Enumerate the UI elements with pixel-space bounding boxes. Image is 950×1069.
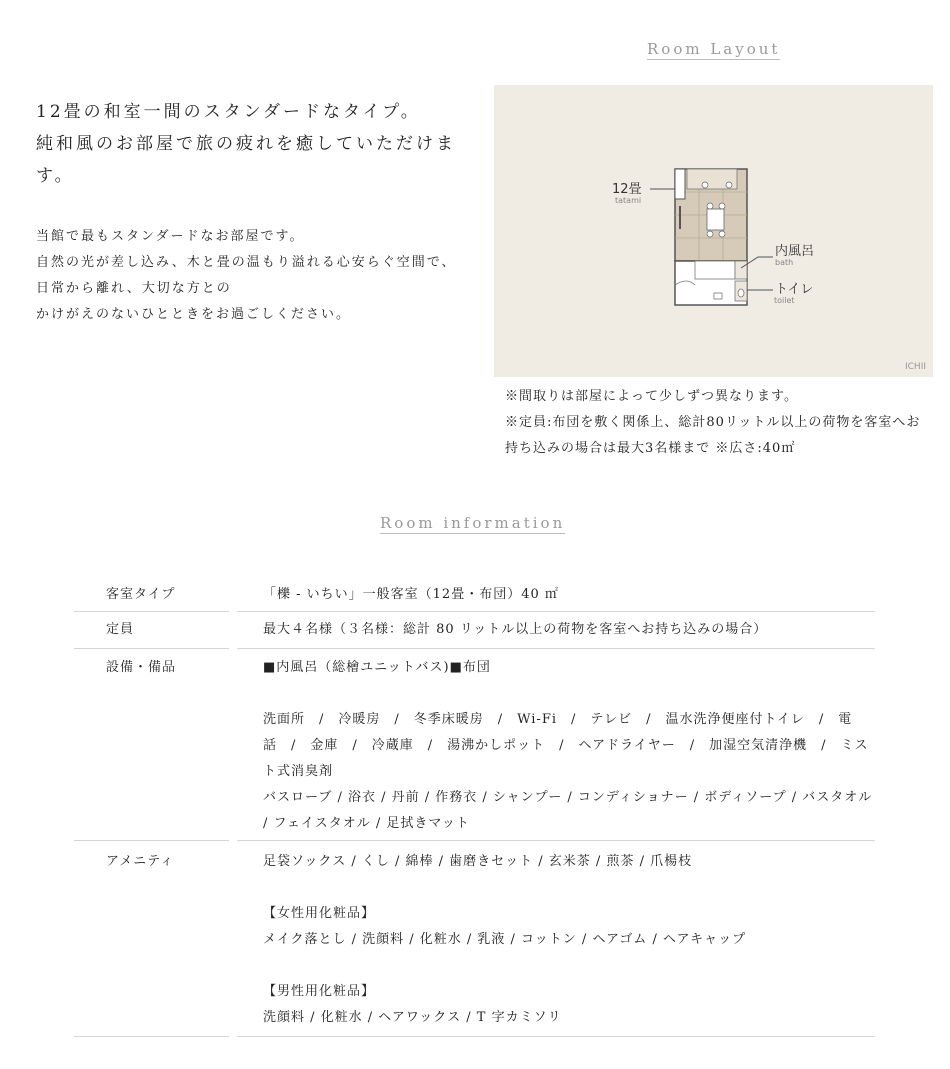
description-line: 日常から離れ、大切な方との [36,281,232,296]
description-line: 自然の光が差し込み、木と畳の温もり溢れる心安らぐ空間で、 [36,255,457,270]
plan-label-bath-sub: bath [775,258,794,267]
row-label [74,612,229,649]
plan-label-toilet-sub: toilet [774,296,795,305]
row-label-text: アメニティ [106,854,175,869]
table-row [74,649,875,841]
note-line: ※間取りは部屋によって少しずつ異なります。 [505,389,798,404]
row-label-text: 客室タイプ [106,587,176,602]
room-information-heading: Room information [380,514,566,532]
amenity-women-title: 【女性用化粧品】 [263,906,376,921]
note-line: ※定員:布団を敷く関係上、総計80リットル以上の荷物を客室へお持ち込みの場合は最大3名様まで ※広さ:40㎡ [505,415,921,456]
amenity-line: 足袋ソックス / くし / 綿棒 / 歯磨きセット / 玄米茶 / 煎茶 / 爪楊枝 [263,854,693,869]
lead-line: 12畳の和室一間のスタンダードなタイプ。 [36,102,421,122]
plan-label-toilet: トイレ [775,282,814,297]
row-label [74,578,229,612]
description-line: かけがえのないひとときをお過ごしください。 [36,307,352,322]
amenity-women-items: メイク落とし / 洗顔料 / 化粧水 / 乳液 / コットン / ヘアゴム / ヘアキャップ [263,932,747,947]
room-layout-heading: Room Layout [647,40,781,58]
row-value [237,841,875,1037]
room-info-table [74,578,875,1037]
row-value: 「櫟 - いちい」一般客室（12畳・布団）40 ㎡ [237,578,875,612]
amenity-men-title: 【男性用化粧品】 [263,984,376,999]
plan-credit: ICHII [904,362,926,372]
plan-label-tatami: 12畳 [612,182,642,197]
floor-plan [494,85,933,377]
row-label [74,841,229,1037]
row-value [237,649,875,841]
row-label-text: 定員 [106,622,135,637]
plan-label-tatami-sub: tatami [615,196,642,205]
row-value: 最大４名様（３名様：総計 80 リットル以上の荷物を客室へお持ち込みの場合） [237,612,875,649]
room-description [36,224,476,328]
lead-line: 純和風のお部屋で旅の疲れを癒していただけます。 [36,134,456,186]
table-row [74,841,875,1037]
table-row [74,612,875,649]
equipment-line: 洗面所 / 冷暖房 / 冬季床暖房 / Wi-Fi / テレビ / 温水洗浄便座付トイレ / 電話 / 金庫 / 冷蔵庫 / 湯沸かしポット / ヘアドライヤー / 加湿空気清浄機 / ミスト式消臭剤 [263,712,869,779]
equipment-line: バスローブ / 浴衣 / 丹前 / 作務衣 / シャンプー / コンディショナー / ボディソープ / バスタオル / フェイスタオル / 足拭きマット [263,790,873,831]
plan-label-bath: 内風呂 [775,244,815,259]
amenity-men-items: 洗顔料 / 化粧水 / ヘアワックス / T 字カミソリ [263,1010,562,1025]
layout-notes [505,384,925,462]
floor-plan-drawing [494,85,933,377]
row-label-text: 設備・備品 [106,660,177,675]
equipment-line: ■内風呂（総檜ユニットバス)■布団 [263,660,491,675]
table-row [74,578,875,612]
row-label [74,649,229,841]
lead-text [36,96,476,192]
description-line: 当館で最もスタンダードなお部屋です。 [36,229,305,244]
